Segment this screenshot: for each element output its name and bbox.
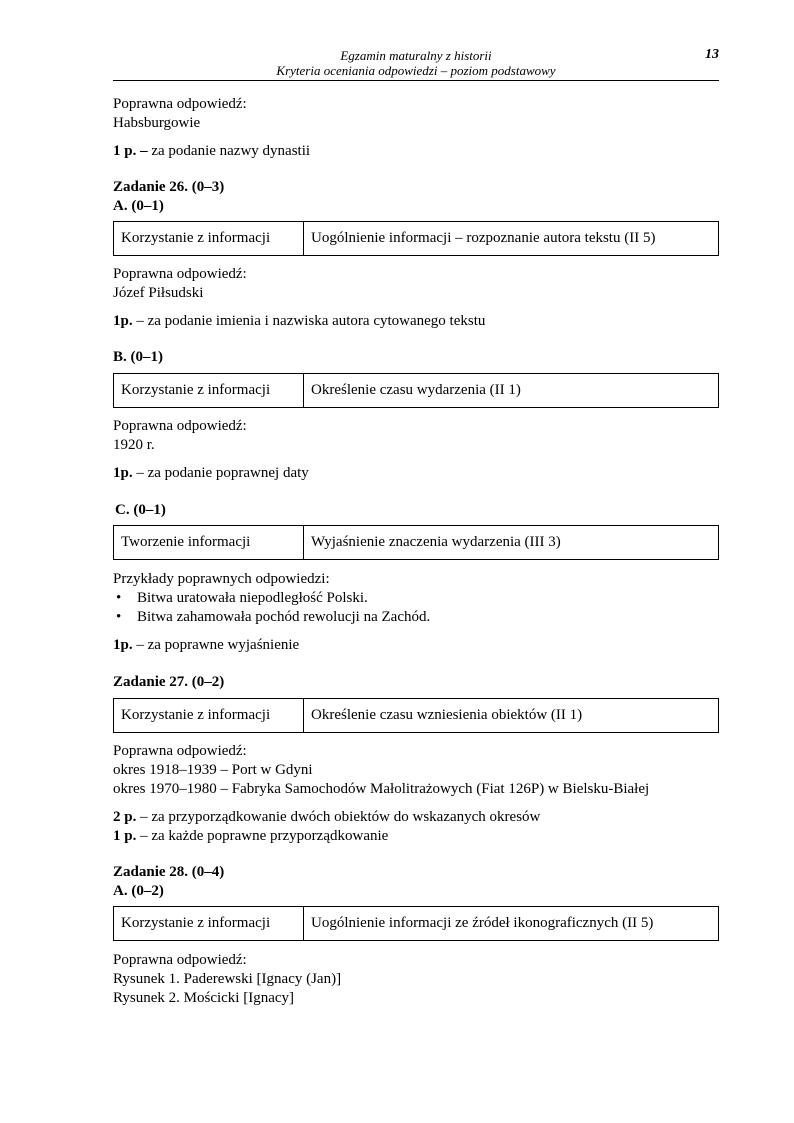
answer-text: Rysunek 2. Mościcki [Ignacy] — [113, 990, 295, 1006]
answer-label: Poprawna odpowiedź: — [113, 952, 247, 968]
list-item: • Bitwa uratowała niepodległość Polski. — [113, 589, 368, 608]
score-description: – za podanie imienia i nazwiska autora cytowanego tekstu — [132, 313, 486, 329]
task-27-criteria-table — [113, 698, 719, 733]
answer-label: Poprawna odpowiedź: — [113, 418, 247, 434]
requirement-cell: Uogólnienie informacji ze źródeł ikonograficznych (II 5) — [304, 907, 719, 941]
task-26b-title: B. (0–1) — [113, 349, 163, 365]
task-27-title: Zadanie 27. (0–2) — [113, 674, 225, 690]
answer-text: Rysunek 1. Paderewski [Ignacy (Jan)] — [113, 971, 342, 987]
answer-text: Józef Piłsudski — [113, 285, 204, 301]
answer-label: Przykłady poprawnych odpowiedzi: — [113, 571, 330, 587]
answer-label: Poprawna odpowiedź: — [113, 266, 247, 282]
task-28a-title: A. (0–2) — [113, 883, 164, 899]
score-points: 1 p. – — [113, 143, 148, 159]
requirement-cell: Uogólnienie informacji – rozpoznanie autora tekstu (II 5) — [304, 222, 719, 256]
page-number: 13 — [705, 47, 719, 62]
score-line — [113, 312, 485, 331]
requirement-cell: Określenie czasu wzniesienia obiektów (II 1) — [304, 699, 719, 733]
score-line — [113, 464, 309, 483]
task-26c-criteria-table — [113, 525, 719, 560]
bullet-icon: • — [116, 590, 122, 606]
score-points: 1p. — [113, 465, 133, 481]
score-line — [113, 636, 299, 655]
skill-cell: Korzystanie z informacji — [114, 907, 304, 941]
task-26-title: Zadanie 26. (0–3) — [113, 179, 225, 195]
skill-cell: Korzystanie z informacji — [114, 374, 304, 408]
answer-text: okres 1918–1939 – Port w Gdyni — [113, 762, 313, 778]
score-points: 1p. — [113, 637, 133, 653]
page-header — [113, 46, 719, 81]
skill-cell: Korzystanie z informacji — [114, 699, 304, 733]
answer-label: Poprawna odpowiedź: — [113, 743, 247, 759]
score-description: – za poprawne wyjaśnienie — [132, 637, 300, 653]
score-line — [113, 827, 388, 846]
requirement-cell: Określenie czasu wydarzenia (II 1) — [304, 374, 719, 408]
header-exam-title: Egzamin maturalny z historii — [340, 48, 492, 63]
list-item: • Bitwa zahamowała pochód rewolucji na Zachód. — [113, 608, 430, 627]
requirement-cell: Wyjaśnienie znaczenia wydarzenia (III 3) — [304, 526, 719, 560]
skill-cell: Korzystanie z informacji — [114, 222, 304, 256]
answer-label: Poprawna odpowiedź: — [113, 96, 247, 112]
answer-text: okres 1970–1980 – Fabryka Samochodów Małolitrażowych (Fiat 126P) w Bielsku-Białej — [113, 781, 650, 797]
score-points: 2 p. — [113, 809, 137, 825]
task-26b-criteria-table — [113, 373, 719, 408]
score-points: 1 p. — [113, 828, 137, 844]
score-line — [113, 142, 310, 161]
skill-cell: Tworzenie informacji — [114, 526, 304, 560]
task-26a-criteria-table — [113, 221, 719, 256]
score-description: – za podanie poprawnej daty — [132, 465, 309, 481]
task-28a-criteria-table — [113, 906, 719, 941]
header-criteria-title: Kryteria oceniania odpowiedzi – poziom podstawowy — [276, 63, 556, 78]
task-26c-title: C. (0–1) — [115, 502, 166, 518]
bullet-icon: • — [116, 609, 122, 625]
task-26a-title: A. (0–1) — [113, 198, 164, 214]
score-points: 1p. — [113, 313, 133, 329]
score-description: – za każde poprawne przyporządkowanie — [136, 828, 389, 844]
score-description: – za przyporządkowanie dwóch obiektów do wskazanych okresów — [136, 809, 541, 825]
score-description: za podanie nazwy dynastii — [147, 143, 311, 159]
task-28-title: Zadanie 28. (0–4) — [113, 864, 225, 880]
answer-text: 1920 r. — [113, 437, 155, 453]
answer-text: Habsburgowie — [113, 115, 201, 131]
score-line — [113, 808, 540, 827]
